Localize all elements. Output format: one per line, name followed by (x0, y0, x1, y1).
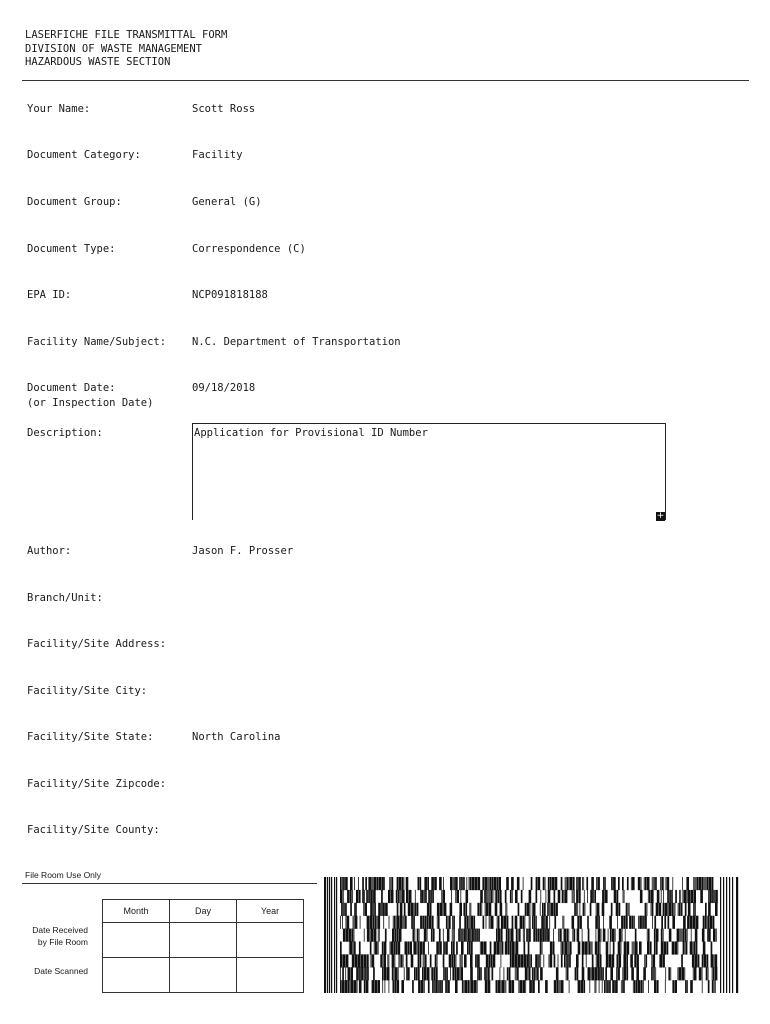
field-sublabel: (or Inspection Date) (27, 397, 154, 409)
date-scanned-label: Date Scanned (34, 966, 88, 976)
field-value[interactable]: Facility (192, 149, 243, 161)
field-label: Document Group: (27, 196, 122, 208)
field-label: Document Date: (27, 382, 116, 394)
field-value[interactable]: N.C. Department of Transportation (192, 336, 401, 348)
received-month-cell[interactable] (103, 923, 170, 958)
description-textarea[interactable] (192, 423, 666, 520)
field-site-city (27, 684, 148, 726)
scanned-year-cell[interactable] (237, 958, 304, 993)
col-year: Year (237, 900, 304, 923)
date-received-line-2: by File Room (37, 937, 88, 947)
field-label: Facility/Site County: (27, 824, 160, 836)
field-value[interactable]: 09/18/2018 (192, 382, 256, 394)
field-label: Document Category: (27, 149, 141, 161)
form-header (25, 29, 227, 70)
field-branch-unit (27, 591, 103, 633)
expand-icon[interactable]: + (656, 511, 665, 521)
file-room-title: File Room Use Only (25, 870, 102, 880)
field-facility-name (27, 335, 401, 377)
file-room-divider (22, 883, 317, 884)
field-value[interactable]: Scott Ross (192, 103, 256, 115)
field-value[interactable]: General (G) (192, 196, 262, 208)
field-document-type (27, 242, 306, 284)
field-value[interactable]: NCP091818188 (192, 289, 268, 301)
field-label: Facility/Site State: (27, 731, 154, 743)
field-label: Your Name: (27, 103, 91, 115)
field-value[interactable]: Jason F. Prosser (192, 545, 294, 557)
field-label: Facility Name/Subject: (27, 336, 167, 348)
field-document-group (27, 195, 262, 237)
field-site-county (27, 823, 160, 865)
scanned-month-cell[interactable] (103, 958, 170, 993)
col-month: Month (103, 900, 170, 923)
field-author (27, 544, 294, 586)
scanned-day-cell[interactable] (170, 958, 237, 993)
field-label: Facility/Site Address: (27, 638, 167, 650)
field-epa-id (27, 288, 268, 330)
barcode-image (324, 877, 740, 993)
header-line-1: LASERFICHE FILE TRANSMITTAL FORM (25, 29, 228, 41)
col-day: Day (170, 900, 237, 923)
description-text: Application for Provisional ID Number (194, 427, 428, 439)
field-site-address (27, 637, 167, 679)
field-label: Facility/Site Zipcode: (27, 778, 167, 790)
received-day-cell[interactable] (170, 923, 237, 958)
field-site-zipcode (27, 777, 167, 819)
header-divider (22, 80, 749, 81)
received-year-cell[interactable] (237, 923, 304, 958)
field-label: Branch/Unit: (27, 592, 103, 604)
field-document-category (27, 148, 243, 190)
field-site-state (27, 730, 281, 772)
field-label: Description: (27, 427, 103, 439)
header-line-2: DIVISION OF WASTE MANAGEMENT (25, 42, 203, 55)
field-label: Document Type: (27, 243, 116, 255)
field-value[interactable]: North Carolina (192, 731, 281, 743)
field-description (27, 426, 103, 454)
field-label: Author: (27, 545, 72, 557)
field-your-name (27, 102, 256, 144)
field-value[interactable]: Correspondence (C) (192, 243, 306, 255)
date-received-line-1: Date Received (32, 925, 88, 935)
field-label: Facility/Site City: (27, 685, 148, 697)
field-label: EPA ID: (27, 289, 72, 301)
date-received-label (22, 924, 88, 948)
header-line-3: HAZARDOUS WASTE SECTION (25, 56, 171, 68)
file-room-table (102, 899, 304, 993)
